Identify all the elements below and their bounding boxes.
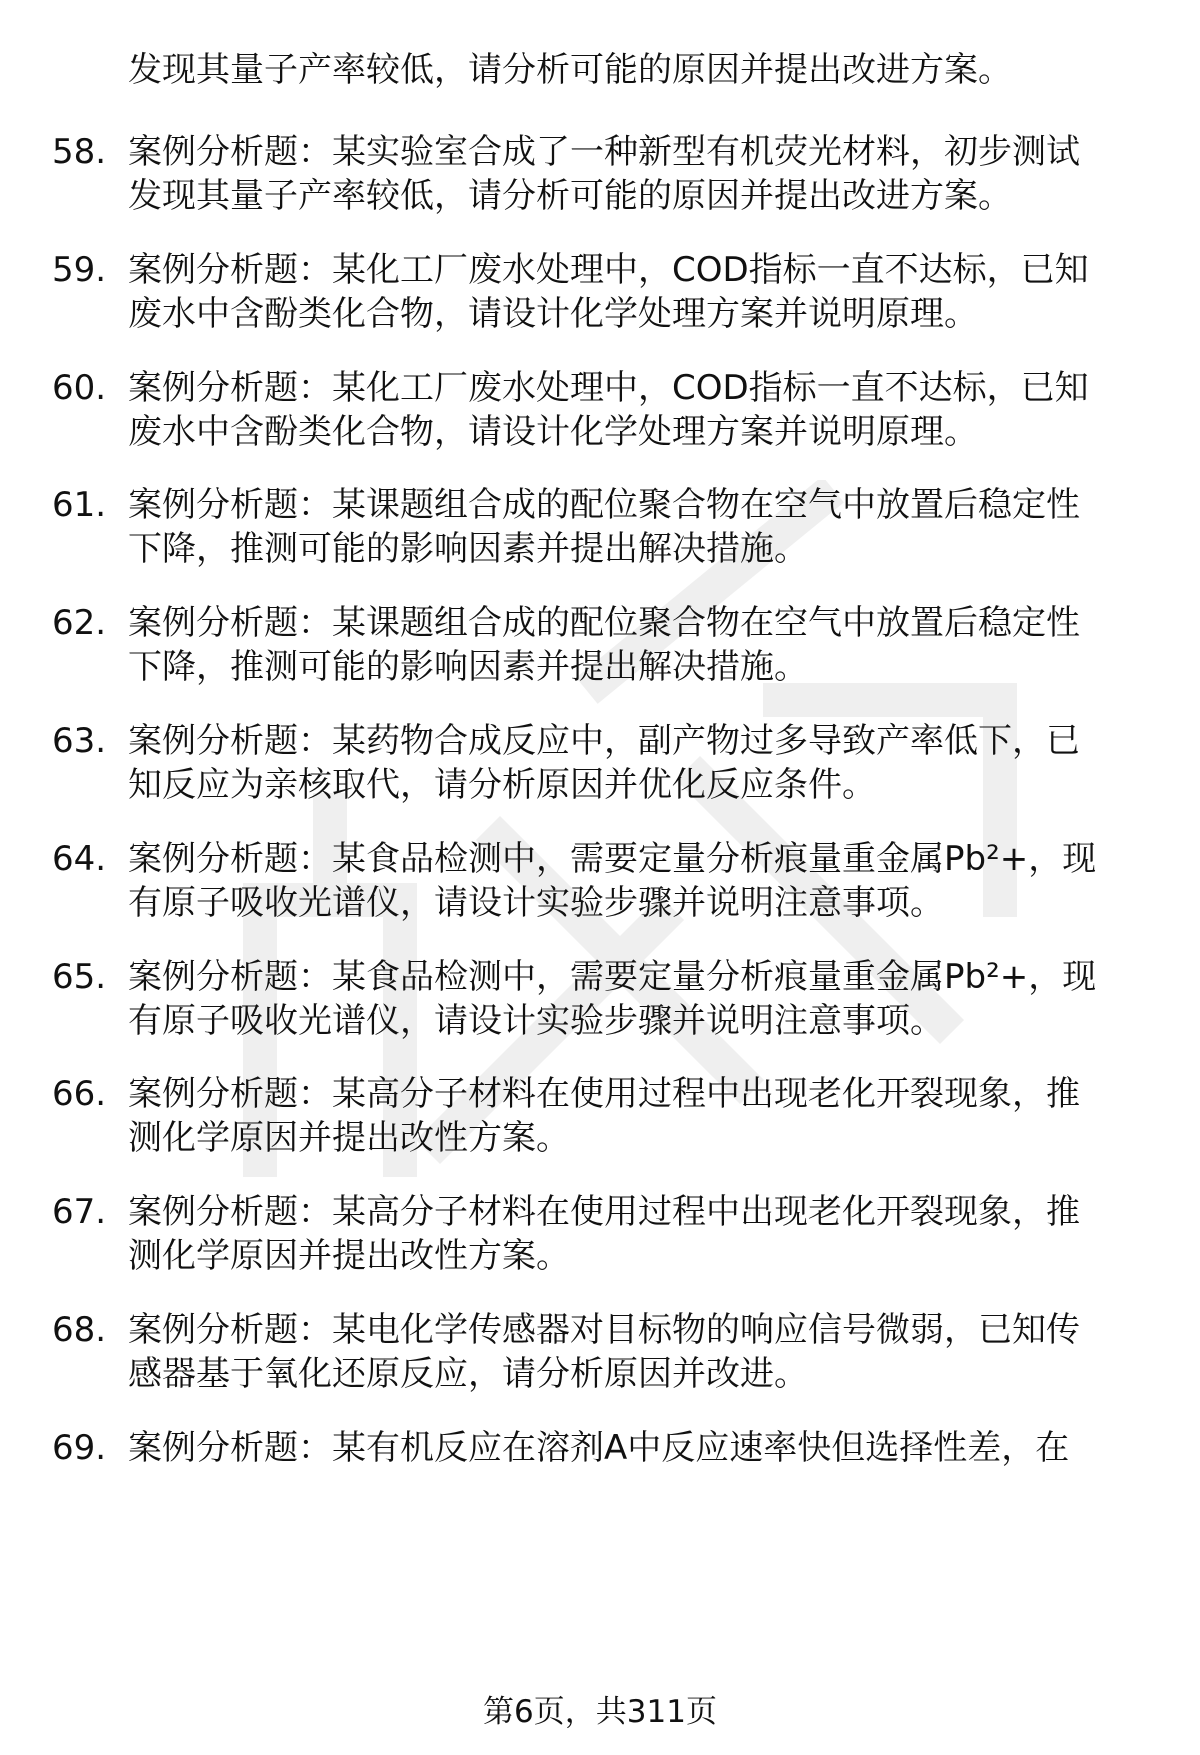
question-number: 64.	[52, 838, 107, 879]
question-number: 63.	[52, 721, 107, 761]
question-text-line: 案例分析题：某药物合成反应中，副产物过多导致产率低下，已	[128, 721, 1080, 761]
question-item	[0, 719, 1200, 819]
question-text	[128, 1426, 1158, 1470]
question-text-line: 案例分析题：某化工厂废水处理中，COD指标一直不达标，已知	[128, 249, 1089, 290]
question-text	[128, 1190, 1158, 1278]
question-item	[0, 248, 1200, 348]
question-text	[128, 601, 1158, 689]
question-number: 58.	[52, 132, 107, 172]
question-text-line: 下降，推测可能的影响因素并提出解决措施。	[128, 647, 808, 688]
question-text-line: 知反应为亲核取代，请分析原因并优化反应条件。	[128, 765, 876, 805]
question-text	[128, 955, 1158, 1043]
question-text-line: 测化学原因并提出改性方案。	[128, 1118, 570, 1159]
question-number: 69.	[52, 1427, 107, 1468]
question-number: 61.	[52, 485, 107, 526]
question-item	[0, 130, 1200, 230]
question-text-line: 测化学原因并提出改性方案。	[128, 1236, 570, 1277]
question-item	[0, 955, 1200, 1055]
question-item	[0, 1190, 1200, 1290]
question-text	[128, 1072, 1158, 1160]
question-text-line: 有原子吸收光谱仪，请设计实验步骤并说明注意事项。	[128, 882, 944, 923]
question-text	[128, 1308, 1158, 1396]
question-number: 68.	[52, 1310, 107, 1350]
page-footer: 第6页，共311页	[483, 1694, 717, 1730]
question-text	[128, 483, 1158, 571]
question-text-line: 感器基于氧化还原反应，请分析原因并改进。	[128, 1354, 808, 1394]
question-item	[0, 1072, 1200, 1172]
question-text	[128, 248, 1158, 336]
question-text-line: 案例分析题：某有机反应在溶剂A中反应速率快但选择性差，在	[128, 1427, 1070, 1468]
question-text-line: 有原子吸收光谱仪，请设计实验步骤并说明注意事项。	[128, 1000, 944, 1041]
question-number: 65.	[52, 956, 107, 997]
question-text-line: 案例分析题：某高分子材料在使用过程中出现老化开裂现象，推	[128, 1074, 1080, 1115]
question-item	[0, 601, 1200, 701]
question-text-line: 案例分析题：某电化学传感器对目标物的响应信号微弱，已知传	[128, 1310, 1080, 1350]
question-number: 66.	[52, 1074, 107, 1115]
question-text-line: 废水中含酚类化合物，请设计化学处理方案并说明原理。	[128, 293, 978, 334]
question-item	[0, 483, 1200, 583]
question-text-line: 案例分析题：某化工厂废水处理中，COD指标一直不达标，已知	[128, 367, 1089, 408]
question-number: 67.	[52, 1192, 107, 1233]
question-item	[0, 366, 1200, 466]
question-text-line: 案例分析题：某课题组合成的配位聚合物在空气中放置后稳定性	[128, 485, 1080, 526]
question-text	[128, 130, 1158, 218]
question-text-line: 案例分析题：某课题组合成的配位聚合物在空气中放置后稳定性	[128, 603, 1080, 644]
question-text-line: 案例分析题：某高分子材料在使用过程中出现老化开裂现象，推	[128, 1192, 1080, 1233]
question-text	[128, 366, 1158, 454]
question-text-line: 废水中含酚类化合物，请设计化学处理方案并说明原理。	[128, 411, 978, 452]
question-number: 60.	[52, 367, 107, 408]
question-text-line: 案例分析题：某实验室合成了一种新型有机荧光材料，初步测试	[128, 132, 1080, 172]
question-text-line: 案例分析题：某食品检测中，需要定量分析痕量重金属Pb²+，现	[128, 838, 1097, 879]
question-item	[0, 1426, 1200, 1526]
question-number: 59.	[52, 249, 107, 290]
continuation-line: 发现其量子产率较低，请分析可能的原因并提出改进方案。	[128, 50, 1012, 90]
question-text-line: 案例分析题：某食品检测中，需要定量分析痕量重金属Pb²+，现	[128, 956, 1097, 997]
question-text	[128, 837, 1158, 925]
question-item	[0, 837, 1200, 937]
question-text	[128, 719, 1158, 807]
question-text-line: 下降，推测可能的影响因素并提出解决措施。	[128, 529, 808, 570]
question-text-line: 发现其量子产率较低，请分析可能的原因并提出改进方案。	[128, 176, 1012, 216]
question-item	[0, 1308, 1200, 1408]
question-number: 62.	[52, 603, 107, 644]
